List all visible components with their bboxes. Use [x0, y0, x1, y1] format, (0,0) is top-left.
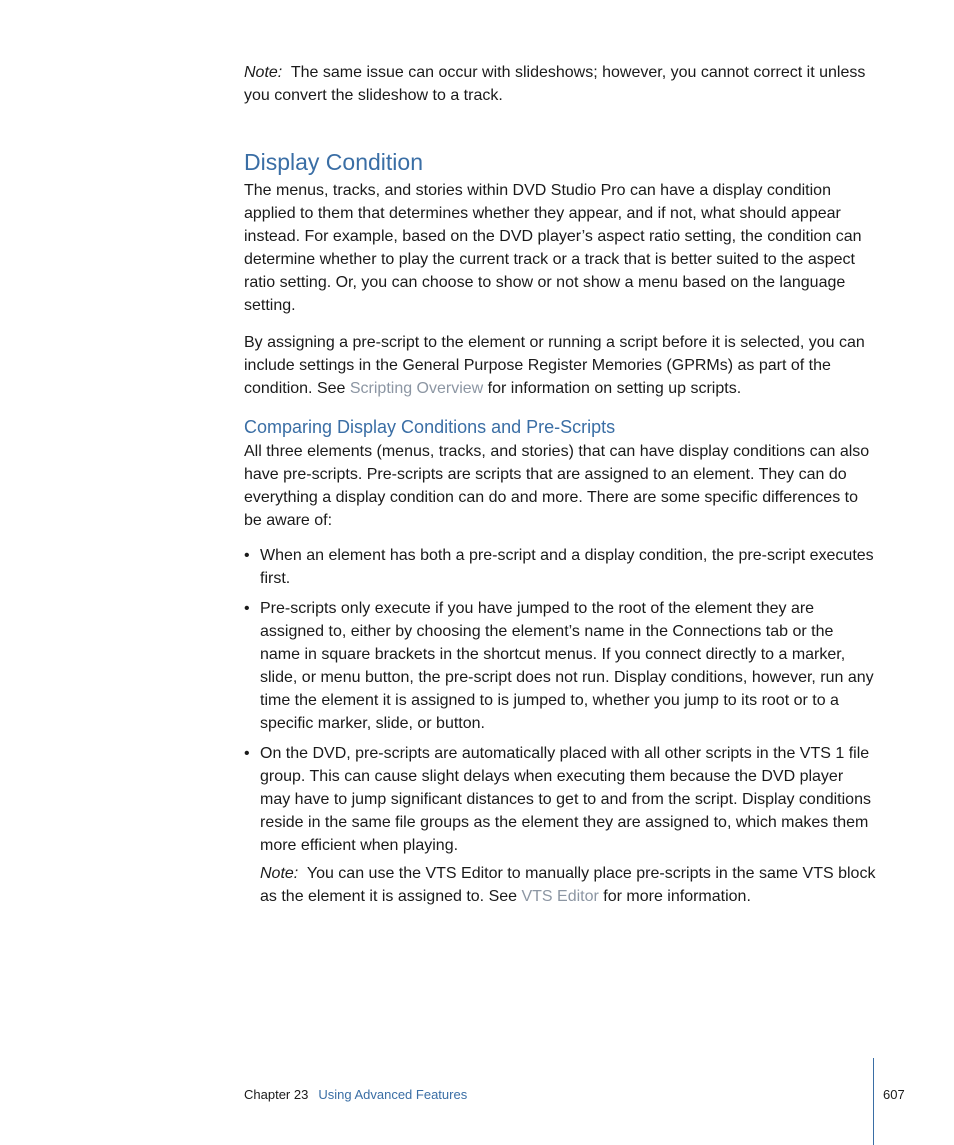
- list-item-text: Pre-scripts only execute if you have jumped to the root of the element they are assigned to, either by choosing the element’s name in the Connections tab or the name in square brackets in the shortcut menus. If you connect directly to a marker, slide, or menu button, the pre-script does not run. Display conditions, however, run any time the element it is assigned to is jumped to, whether you jump to its root or to a specific marker, slide, or button.: [260, 600, 874, 732]
- footer-chapter: Chapter 23: [244, 1087, 309, 1102]
- footer-divider: [873, 1058, 874, 1145]
- list-item: [244, 742, 876, 857]
- note-text: for more information.: [598, 888, 751, 905]
- note-text: The same issue can occur with slideshows; however, you cannot correct it unless you convert the slideshow to a track.: [244, 64, 866, 104]
- top-note: [244, 61, 876, 107]
- page-content: [244, 61, 876, 908]
- scripting-overview-link[interactable]: Scripting Overview: [349, 380, 484, 397]
- section-heading: Display Condition: [244, 149, 423, 175]
- footer-chapter-title[interactable]: Using Advanced Features: [318, 1087, 468, 1102]
- bullet-icon: •: [244, 600, 250, 617]
- subsection-intro: All three elements (menus, tracks, and stories) that can have display conditions can also have pre-scripts. Pre-scripts are scripts that are assigned to an element. They can do everything a display condition can do and more. There are some specific differences to be aware of:: [244, 443, 870, 529]
- vts-editor-link[interactable]: VTS Editor: [521, 888, 599, 905]
- paragraph-text: By assigning a pre-script to the element or running a script before it is selected, you can include settings in the General Purpose Register Memories (GPRMs) as part of the condition. See: [244, 334, 865, 397]
- bullet-icon: •: [244, 745, 250, 762]
- list-item-text: On the DVD, pre-scripts are automatically placed with all other scripts in the VTS 1 file group. This can cause slight delays when executing them because the DVD player may have to jump significant distances to get to and from the script. Display conditions reside in the same file groups as the element they are assigned to, which makes them more efficient when playing.: [260, 745, 871, 854]
- page-footer: [244, 1086, 467, 1104]
- note-text: You can use the VTS Editor to manually place pre-scripts in the same VTS block as the element it is assigned to. See: [260, 865, 876, 905]
- bullet-icon: •: [244, 547, 250, 564]
- page-number: 607: [883, 1087, 905, 1102]
- list-item-text: When an element has both a pre-script and a display condition, the pre-script executes first.: [260, 547, 874, 587]
- list-item: [244, 544, 876, 590]
- section-paragraph-2: [244, 331, 876, 400]
- list-item: [244, 597, 876, 735]
- subsection-heading: Comparing Display Conditions and Pre-Scripts: [244, 417, 616, 437]
- inner-note: [244, 862, 876, 908]
- section-paragraph-1: The menus, tracks, and stories within DVD Studio Pro can have a display condition applied to them that determines whether they appear, and if not, what should appear instead. For example, based on the DVD player’s aspect ratio setting, the condition can determine whether to play the current track or a track that is better suited to the aspect ratio setting. Or, you can choose to show or not show a menu based on the language setting.: [244, 182, 862, 314]
- differences-list: [244, 544, 876, 857]
- note-label: Note:: [260, 865, 299, 882]
- paragraph-text: for information on setting up scripts.: [483, 380, 742, 397]
- note-label: Note:: [244, 64, 283, 81]
